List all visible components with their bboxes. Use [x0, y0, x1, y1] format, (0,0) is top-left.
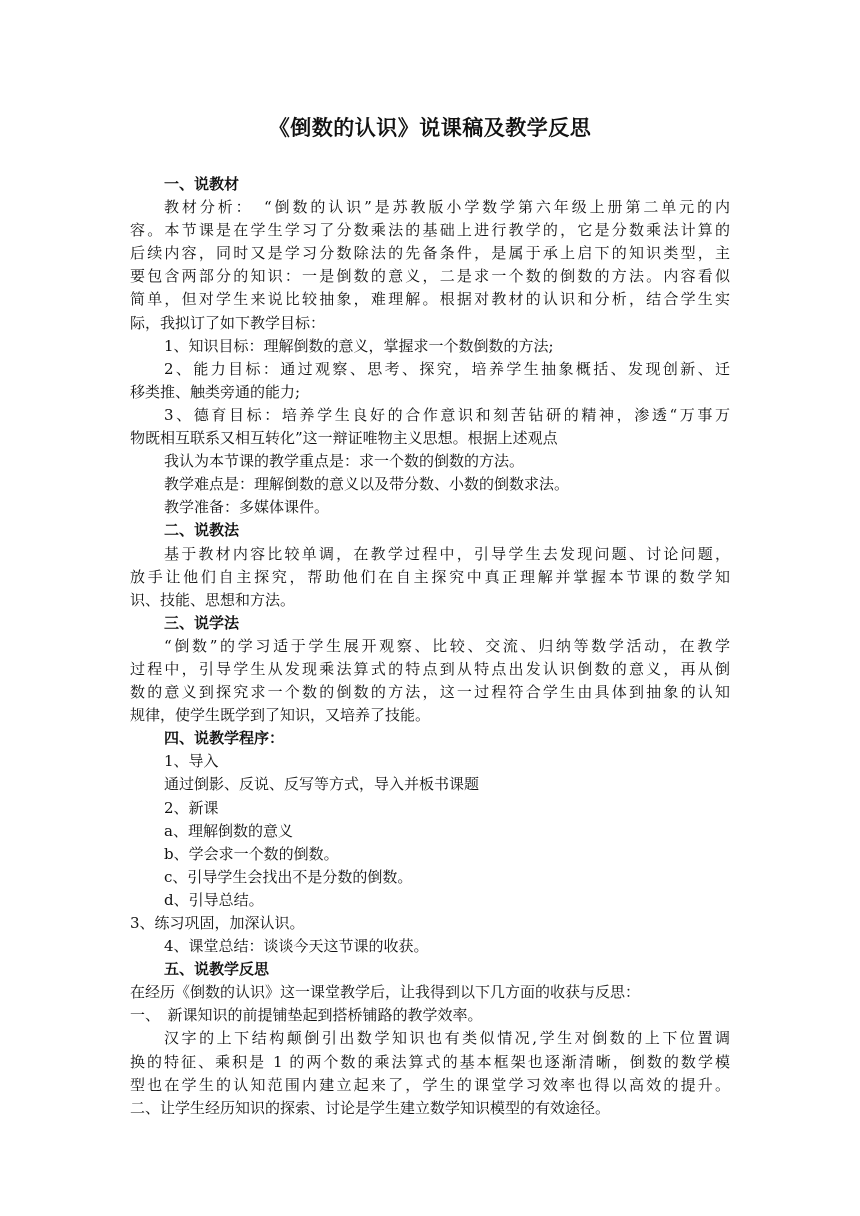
section-heading: 三、说学法 — [164, 613, 240, 632]
text-line: 数的意义到探究求一个数的倒数的方法，这一过程符合学生由具体到抽象的认知 — [130, 683, 730, 702]
text-line: 教材分析： “倒数的认识”是苏教版小学数学第六年级上册第二单元的内 — [164, 198, 730, 217]
text-line: d、引导总结。 — [164, 890, 264, 909]
section-heading: 四、说教学程序： — [164, 729, 285, 748]
text-line: 换的特征、乘积是 1 的两个数的乘法算式的基本框架也逐渐清晰，倒数的数学模 — [130, 1052, 730, 1071]
text-line: 在经历《倒数的认识》这一课堂教学后，让我得到以下几方面的收获与反思： — [130, 983, 641, 1002]
text-line: 识、技能、思想和方法。 — [130, 590, 296, 609]
text-line: 通过倒影、反说、反写等方式，导入并板书课题 — [164, 775, 480, 794]
text-line: 3、德育目标：培养学生良好的合作意识和刻苦钻研的精神，渗透“万事万 — [164, 405, 730, 424]
text-line: 移类推、触类旁通的能力; — [130, 382, 301, 401]
text-line: 2、新课 — [164, 798, 219, 817]
section-heading: 五、说教学反思 — [164, 960, 270, 979]
text-line: 教学难点是：理解倒数的意义以及带分数、小数的倒数求法。 — [164, 475, 570, 494]
text-line: 1、知识目标：理解倒数的意义，掌握求一个数倒数的方法; — [164, 336, 554, 355]
text-line: 3、练习巩固，加深认识。 — [130, 914, 305, 932]
text-line: 容。本节课是在学生学习了分数乘法的基础上进行教学的，它是分数乘法计算的 — [130, 221, 730, 240]
text-line: a、理解倒数的意义 — [164, 821, 293, 840]
text-line: 简单，但对学生来说比较抽象，难理解。根据对教材的认识和分析，结合学生实 — [130, 290, 730, 309]
text-line: 二、让学生经历知识的探索、讨论是学生建立数学知识模型的有效途径。 — [130, 1098, 611, 1117]
text-line: 汉字的上下结构颠倒引出数学知识也有类似情况,学生对倒数的上下位置调 — [164, 1029, 730, 1048]
text-line: 2、能力目标：通过观察、思考、探究，培养学生抽象概括、发现创新、迁 — [164, 359, 730, 378]
text-line: 物既相互联系又相互转化”这一辩证唯物主义思想。根据上述观点 — [130, 429, 558, 448]
text-line: 1、导入 — [164, 752, 219, 771]
text-line: 4、课堂总结：谈谈今天这节课的收获。 — [164, 937, 429, 956]
text-line: 教学准备：多媒体课件。 — [164, 498, 330, 517]
document-title: 《倒数的认识》说课稿及教学反思 — [268, 115, 592, 140]
text-line: 我认为本节课的教学重点是：求一个数的倒数的方法。 — [164, 452, 525, 471]
text-line: 要包含两部分的知识：一是倒数的意义，二是求一个数的倒数的方法。内容看似 — [130, 267, 730, 286]
text-line: 一、 新课知识的前提铺垫起到搭桥铺路的教学效率。 — [130, 1006, 483, 1025]
text-line: 规律，使学生既学到了知识，又培养了技能。 — [130, 706, 431, 725]
text-line: b、学会求一个数的倒数。 — [164, 844, 339, 863]
text-line: 型也在学生的认知范围内建立起来了，学生的课堂学习效率也得以高效的提升。 — [130, 1075, 730, 1094]
text-line: 际，我拟订了如下教学目标： — [130, 313, 326, 332]
section-heading: 一、说教材 — [164, 175, 240, 193]
text-line: 基于教材内容比较单调，在教学过程中，引导学生去发现问题、讨论问题， — [164, 544, 730, 563]
document-body — [130, 173, 730, 1120]
text-line: 放手让他们自主探究，帮助他们在自主探究中真正理解并掌握本节课的数学知 — [130, 567, 730, 586]
text-line: 过程中，引导学生从发现乘法算式的特点到从特点出发认识倒数的意义，再从倒 — [130, 659, 730, 678]
section-heading: 二、说教法 — [164, 521, 240, 540]
text-line: c、引导学生会找出不是分数的倒数。 — [164, 867, 413, 886]
text-line: 后续内容，同时又是学习分数除法的先备条件，是属于承上启下的知识类型，主 — [130, 244, 730, 263]
text-line: “倒数”的学习适于学生展开观察、比较、交流、归纳等数学活动，在教学 — [164, 636, 730, 655]
